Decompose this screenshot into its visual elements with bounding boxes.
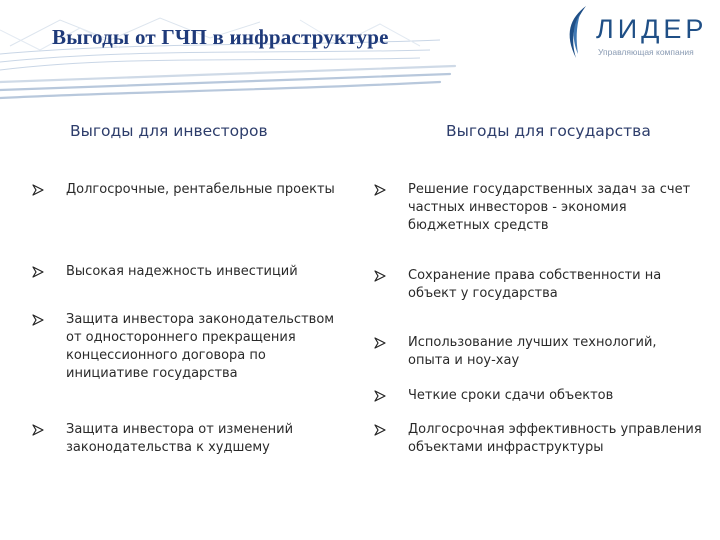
investor-benefit-item [32,421,342,457]
investor-benefit-text: Высокая надежность инвестиций [66,264,298,279]
company-logo [556,4,716,64]
arrow-bullet-icon [374,181,388,199]
state-benefit-item [374,267,694,303]
page-title: Выгоды от ГЧП в инфраструктуре [52,25,389,49]
investor-benefit-item [32,181,342,199]
state-benefit-text: Использование лучших технологий, опыта и ноу-хау [408,335,657,368]
arrow-bullet-icon [374,267,388,285]
arrow-bullet-icon [374,421,388,439]
state-benefit-item [374,387,694,405]
state-benefit-text: Долгосрочная эффективность управления объектами инфраструктуры [408,422,702,455]
state-benefit-text: Решение государственных задач за счет частных инвесторов - экономия бюджетных средств [408,182,691,233]
logo-name: ЛИДЕР [596,14,708,44]
investor-benefit-text: Долгосрочные, рентабельные проекты [66,182,335,197]
state-benefit-item [374,421,706,457]
arrow-bullet-icon [374,387,388,405]
logo-mark-icon [556,4,596,62]
arrow-bullet-icon [32,263,46,281]
state-benefit-text: Четкие сроки сдачи объектов [408,388,614,403]
state-benefit-item [374,181,704,235]
arrow-bullet-icon [32,181,46,199]
state-benefit-item [374,334,674,370]
logo-subtitle: Управляющая компания [598,47,694,57]
investor-benefit-text: Защита инвестора законодательством от одностороннего прекращения концессионного договора по инициативе государства [66,312,335,381]
arrow-bullet-icon [32,421,46,439]
state-heading: Выгоды для государства [446,122,651,140]
investor-benefit-text: Защита инвестора от изменений законодательства к худшему [66,422,294,455]
investor-benefit-item [32,311,350,383]
investor-benefit-item [32,263,342,281]
arrow-bullet-icon [32,311,46,329]
state-benefit-text: Сохранение права собственности на объект у государства [408,268,662,301]
investors-heading: Выгоды для инвесторов [70,122,268,140]
arrow-bullet-icon [374,334,388,352]
